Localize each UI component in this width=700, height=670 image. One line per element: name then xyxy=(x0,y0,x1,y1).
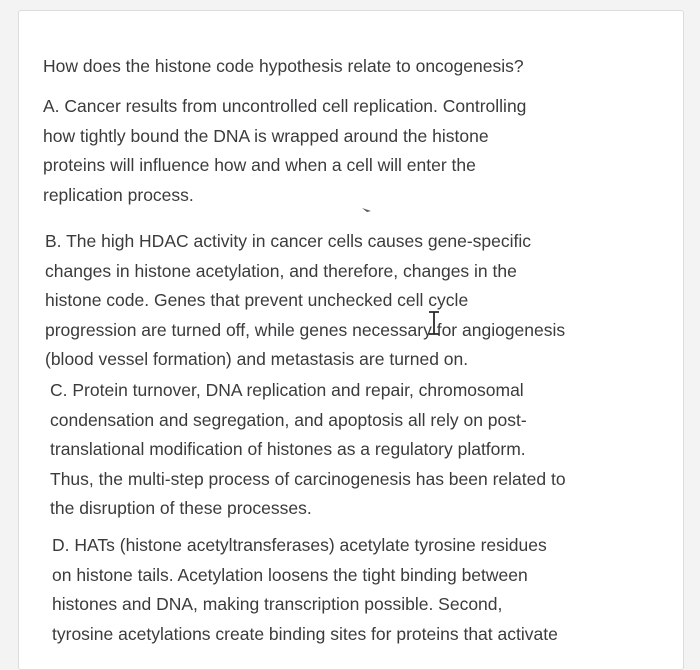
option-d-line: on histone tails. Acetylation loosens the tight binding between xyxy=(52,564,528,585)
option-c-line: condensation and segregation, and apoptosis all rely on post- xyxy=(50,409,527,430)
answer-option-b[interactable] xyxy=(45,227,645,375)
option-d-line: histones and DNA, making transcription possible. Second, xyxy=(52,594,503,614)
option-c-line: the disruption of these processes. xyxy=(50,498,312,518)
option-c-line: translational modification of histones as a regulatory platform. xyxy=(50,439,526,459)
option-d-line: tyrosine acetylations create binding sites for proteins that activate xyxy=(52,623,558,644)
answer-option-d[interactable] xyxy=(52,531,652,649)
i-beam-cursor-icon xyxy=(427,311,441,335)
option-a-line: replication process. xyxy=(43,184,194,205)
option-a-line: A. Cancer results from uncontrolled cell replication. Controlling xyxy=(43,96,527,116)
option-b-line: (blood vessel formation) and metastasis are turned on. xyxy=(45,349,469,369)
mouse-pointer-icon xyxy=(362,207,372,213)
question-card xyxy=(18,10,684,670)
option-b-line: progression are turned off, while genes necessary for angiogenesis xyxy=(45,319,566,340)
question-text: How does the histone code hypothesis relate to oncogenesis? xyxy=(43,56,524,76)
answer-option-a[interactable] xyxy=(43,92,643,210)
option-a-line: how tightly bound the DNA is wrapped around the histone xyxy=(43,125,489,146)
option-d-line: D. HATs (histone acetyltransferases) acetylate tyrosine residues xyxy=(52,535,547,555)
option-b-line: B. The high HDAC activity in cancer cells causes gene-specific xyxy=(45,231,532,251)
option-b-line: changes in histone acetylation, and therefore, changes in the xyxy=(45,260,517,281)
answer-option-c[interactable] xyxy=(50,376,650,524)
option-c-line: Thus, the multi-step process of carcinogenesis has been related to xyxy=(50,468,566,489)
option-b-line: histone code. Genes that prevent unchecked cell cycle xyxy=(45,290,469,310)
option-c-line: C. Protein turnover, DNA replication and repair, chromosomal xyxy=(50,380,524,400)
option-a-line: proteins will influence how and when a cell will enter the xyxy=(43,155,476,175)
